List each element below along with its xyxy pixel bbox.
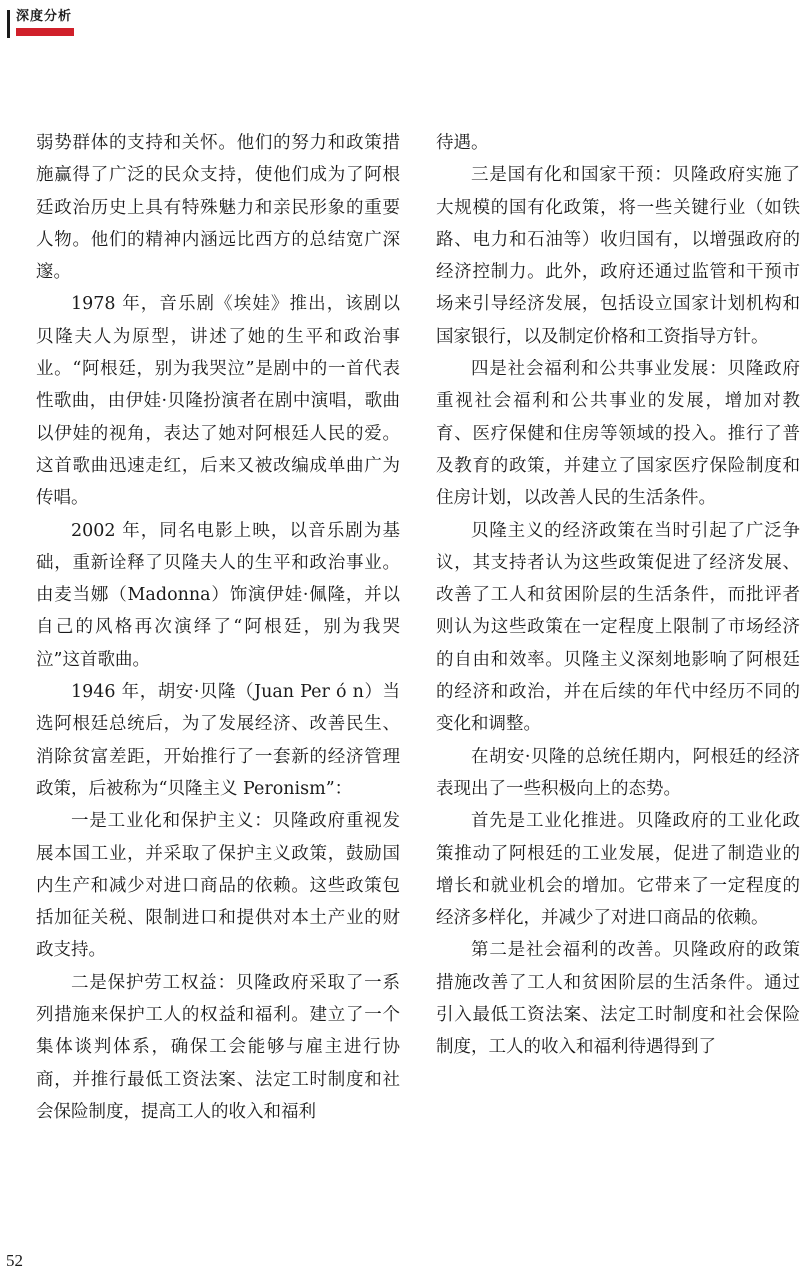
paragraph: 2002 年，同名电影上映，以音乐剧为基础，重新诠释了贝隆夫人的生平和政治事业。由麦当娜（Madonna）饰演伊娃·佩隆，并以自己的风格再次演绎了“阿根廷，别为我哭泣”这首歌曲。: [36, 520, 400, 670]
paragraph: 首先是工业化推进。贝隆政府的工业化政策推动了阿根廷的工业发展，促进了制造业的增长和就业机会的增加。它带来了一定程度的经济多样化，并减少了对进口商品的依赖。: [436, 811, 800, 929]
paragraph: 第二是社会福利的改善。贝隆政府的政策措施改善了工人和贫困阶层的生活条件。通过引入最低工资法案、法定工时制度和社会保险制度，工人的收入和福利待遇得到了: [436, 940, 800, 1058]
paragraph: 贝隆主义的经济政策在当时引起了广泛争议，其支持者认为这些政策促进了经济发展、改善了工人和贫困阶层的生活条件，而批评者则认为这些政策在一定程度上限制了市场经济的自由和效率。贝隆主义深刻地影响了阿根廷的经济和政治，并在后续的年代中经历不同的变化和调整。: [436, 520, 800, 735]
section-tag-bar: [7, 10, 10, 38]
right-column: [436, 127, 800, 1064]
paragraph: 一是工业化和保护主义：贝隆政府重视发展本国工业，并采取了保护主义政策，鼓励国内生产和减少对进口商品的依赖。这些政策包括加征关税、限制进口和提供对本土产业的财政支持。: [36, 811, 400, 961]
paragraph: 在胡安·贝隆的总统任期内，阿根廷的经济表现出了一些积极向上的态势。: [436, 746, 800, 799]
paragraph: 二是保护劳工权益：贝隆政府采取了一系列措施来保护工人的权益和福利。建立了一个集体谈判体系，确保工会能够与雇主进行协商，并推行最低工资法案、法定工时制度和社会保险制度，提高工人的收入和福利: [36, 972, 400, 1122]
paragraph: 四是社会福利和公共事业发展：贝隆政府重视社会福利和公共事业的发展，增加对教育、医疗保健和住房等领域的投入。推行了普及教育的政策，并建立了国家医疗保险制度和住房计划，以改善人民的生活条件。: [436, 359, 800, 509]
section-tag: [0, 0, 80, 40]
left-column: [36, 127, 400, 1128]
paragraph: 待遇。: [436, 133, 489, 153]
paragraph: 三是国有化和国家干预：贝隆政府实施了大规模的国有化政策，将一些关键行业（如铁路、电力和石油等）收归国有，以增强政府的经济控制力。此外，政府还通过监管和干预市场来引导经济发展，包括设立国家计划机构和国家银行，以及制定价格和工资指导方针。: [436, 165, 800, 347]
paragraph: 1946 年，胡安·贝隆（Juan Per ó n）当选阿根廷总统后，为了发展经济、改善民生、消除贫富差距，开始推行了一套新的经济管理政策，后被称为“贝隆主义 Peronism”：: [36, 682, 400, 799]
section-label: 深度分析: [16, 9, 73, 24]
paragraph: 弱势群体的支持和关怀。他们的努力和政策措施赢得了广泛的民众支持，使他们成为了阿根廷政治历史上具有特殊魅力和亲民形象的重要人物。他们的精神内涵远比西方的总结宽广深邃。: [36, 133, 400, 283]
page-number: 52: [6, 1251, 23, 1270]
paragraph: 1978 年，音乐剧《埃娃》推出，该剧以贝隆夫人为原型，讲述了她的生平和政治事业。“阿根廷，别为我哭泣”是剧中的一首代表性歌曲，由伊娃·贝隆扮演者在剧中演唱，歌曲以伊娃的视角，表达了她对阿根廷人民的爱。这首歌曲迅速走红，后来又被改编成单曲广为传唱。: [36, 294, 400, 509]
section-tag-underline: [16, 28, 74, 36]
